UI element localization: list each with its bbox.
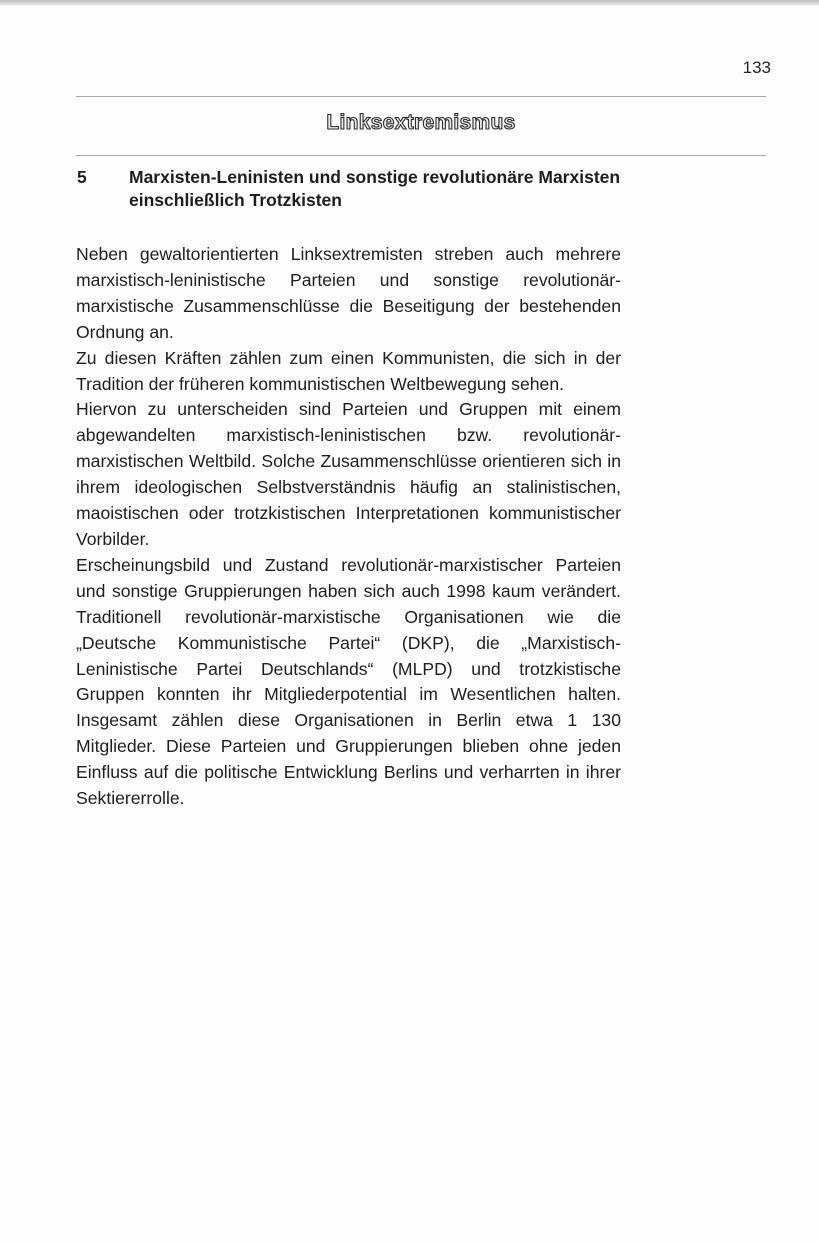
paragraph: Hiervon zu unterscheiden sind Parteien und Gruppen mit einem abgewandelten marxistisch-leninistischen bzw. revolutionär-marxistischen Weltbild. Solche Zusammenschlüsse orientieren sich in ihrem ideologischen Selbstverständnis häufig an stalinistischen, maoistischen oder trotzkistischen Interpretationen kommunistischer Vorbilder. xyxy=(76,399,621,549)
scan-top-edge xyxy=(0,0,819,5)
paragraph: Zu diesen Kräften zählen zum einen Kommunisten, die sich in der Tradition der früheren kommunistischen Weltbewegung sehen. xyxy=(76,347,621,394)
chapter-title: Marxisten-Leninisten und sonstige revolutionäre Marxisten einschließlich Trotzkisten xyxy=(129,167,621,210)
chapter-heading xyxy=(77,166,647,212)
running-head: Linksextremismus xyxy=(326,111,516,134)
header-rule-top xyxy=(76,96,766,97)
body-text xyxy=(76,242,621,812)
paragraph: Erscheinungsbild und Zustand revolutionär-marxistischer Parteien und sonstige Gruppierungen haben sich auch 1998 kaum verändert. Traditionell revolutionär-marxistische Organisationen wie die „Deutsche Kommunistische Partei“ (DKP), die „Marxistisch-Leninistische Partei Deutschlands“ (MLPD) und trotzkistische Gruppen konnten ihr Mitgliederpotential im Wesentlichen halten. Insgesamt zählen diese Organisationen in Berlin etwa 1 130 Mitglieder. Diese Parteien und Gruppierungen blieben ohne jeden Einfluss auf die politische Entwicklung Berlins und verharrten in ihrer Sektiererrolle. xyxy=(76,554,621,809)
chapter-number: 5 xyxy=(77,167,87,187)
paragraph: Neben gewaltorientierten Linksextremisten streben auch mehrere marxistisch-leninistische Parteien und sonstige revolutionär-marxistische Zusammenschlüsse die Beseitigung der bestehenden Ordnung an. xyxy=(76,244,621,342)
page-number: 133 xyxy=(742,58,771,77)
header-rule-bottom xyxy=(76,155,766,156)
